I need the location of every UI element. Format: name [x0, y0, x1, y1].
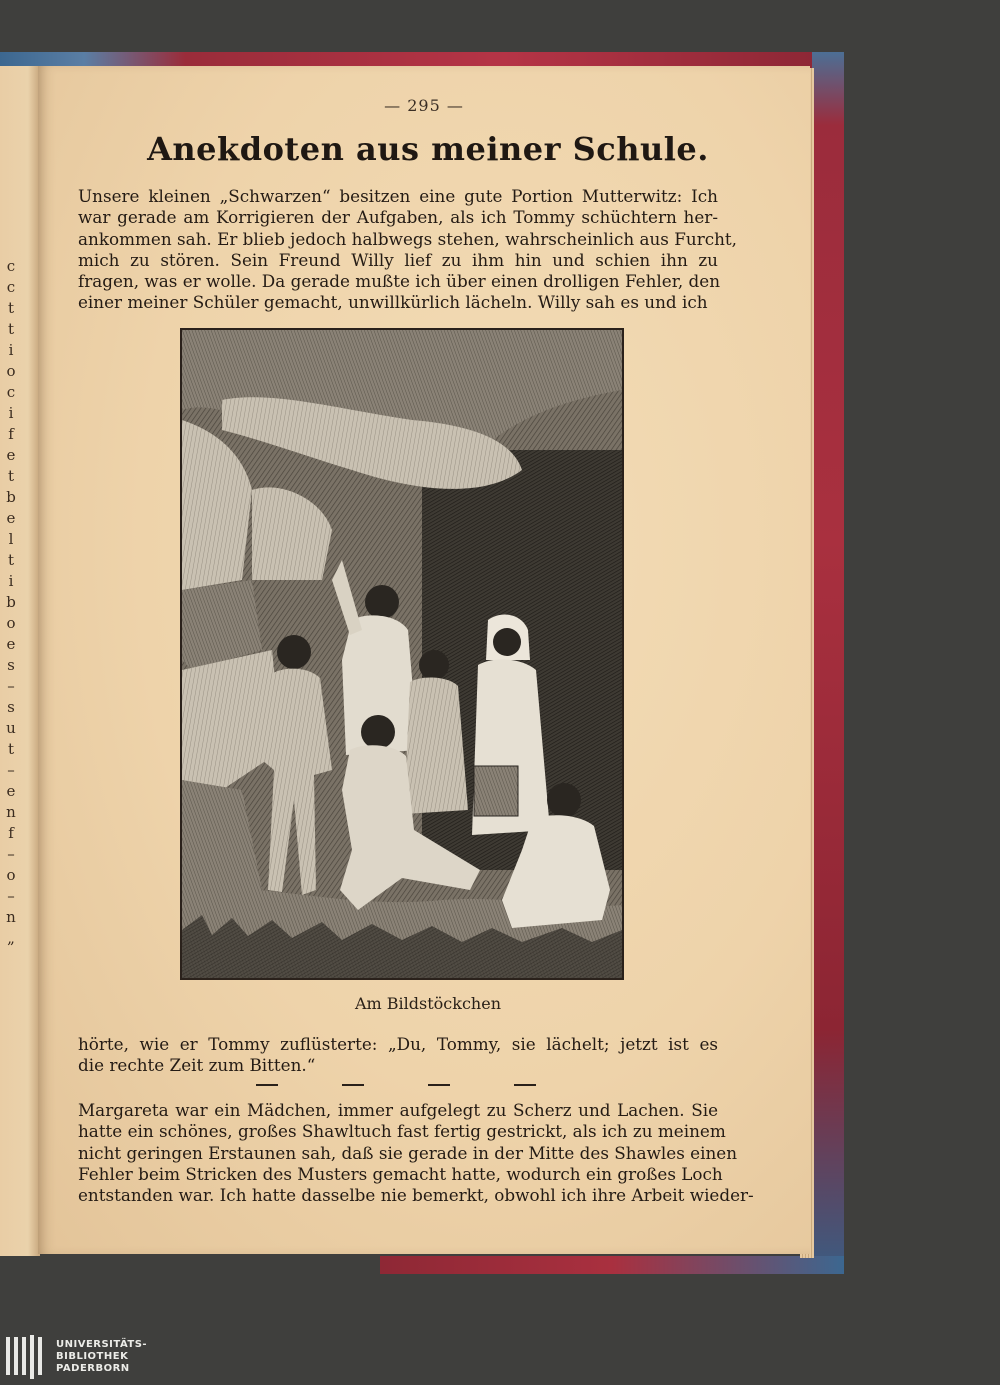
- left-page-char: s: [7, 656, 15, 674]
- text-line: entstanden war. Ich hatte dasselbe nie bemerkt, obwohl ich ihre Arbeit wieder-: [78, 1185, 754, 1206]
- left-page-char: e: [6, 509, 16, 527]
- left-page-char: b: [6, 593, 16, 611]
- left-page-char: e: [6, 635, 16, 653]
- text-line: war gerade am Korrigieren der Aufgaben, als ich Tommy schüchtern her-: [78, 207, 718, 228]
- left-page-char: s: [7, 698, 15, 716]
- left-page-char: i: [8, 341, 14, 359]
- paragraph-1: [78, 186, 738, 314]
- left-page-char: –: [7, 761, 15, 779]
- left-page-char: e: [6, 782, 16, 800]
- illustration-am-bildstoeckchen: [180, 328, 624, 980]
- library-logo-icon: [6, 1335, 46, 1379]
- left-page-char: n: [6, 803, 16, 821]
- book-cover-bottom-edge: [380, 1256, 844, 1274]
- book-cover-right-edge: [812, 52, 844, 1274]
- left-page-char: t: [7, 299, 15, 317]
- left-page-char: l: [8, 530, 14, 548]
- text-line: nicht geringen Erstaunen sah, daß sie gerade in der Mitte des Shawles einen: [78, 1142, 738, 1163]
- text-line: die rechte Zeit zum Bitten.“: [78, 1055, 316, 1076]
- text-line: fragen, was er wolle. Da gerade mußte ich über einen drolligen Fehler, den: [78, 271, 721, 292]
- text-line: Margareta war ein Mädchen, immer aufgelegt zu Scherz und Lachen. Sie: [78, 1100, 718, 1120]
- left-page-char: „: [7, 929, 15, 947]
- text-line: mich zu stören. Sein Freund Willy lief zu ihm hin und schien ihn zu: [78, 249, 718, 270]
- left-page-char: –: [7, 887, 15, 905]
- paragraph-3: [78, 1100, 754, 1206]
- left-page-char: i: [8, 404, 14, 422]
- text-line: Fehler beim Stricken des Musters gemacht hatte, wodurch ein großes Loch: [78, 1163, 723, 1184]
- engraving-image: [182, 330, 622, 978]
- text-line: ankommen sah. Er blieb jedoch halbwegs stehen, wahrscheinlich aus Furcht,: [78, 228, 738, 249]
- logo-line-1: UNIVERSITÄTS-: [56, 1339, 148, 1350]
- text-line: hörte, wie er Tommy zuflüsterte: „Du, Tommy, sie lächelt; jetzt ist es: [78, 1034, 718, 1054]
- left-page-char: e: [6, 446, 16, 464]
- page-title: Anekdoten aus meiner Schule.: [147, 130, 709, 168]
- left-page-char: –: [7, 677, 15, 695]
- illustration-caption: Am Bildstöckchen: [354, 994, 501, 1013]
- logo-line-3: PADERBORN: [56, 1363, 130, 1374]
- library-logo: [6, 1333, 147, 1381]
- left-page-char: –: [7, 845, 15, 863]
- left-page-fragments: [2, 256, 20, 949]
- left-page-char: t: [7, 551, 15, 569]
- text-line: einer meiner Schüler gemacht, unwillkürlich lächeln. Willy sah es und ich: [78, 292, 708, 313]
- left-page-char: c: [6, 383, 16, 401]
- book-page: [38, 66, 810, 1254]
- left-page-char: f: [8, 425, 14, 443]
- page-number: — 295 —: [384, 96, 464, 115]
- left-page-char: c: [6, 278, 16, 296]
- left-page-char: b: [6, 488, 16, 506]
- left-page-char: u: [6, 719, 16, 737]
- section-divider: [256, 1080, 536, 1090]
- left-page-char: o: [6, 866, 16, 884]
- paragraph-2: [78, 1034, 718, 1077]
- text-line: Unsere kleinen „Schwarzen“ besitzen eine gute Portion Mutterwitz: Ich: [78, 186, 718, 206]
- left-page-char: i: [8, 572, 14, 590]
- left-page-char: n: [6, 908, 16, 926]
- left-page-char: f: [8, 824, 14, 842]
- left-page-char: o: [6, 362, 16, 380]
- left-page-char: t: [7, 740, 15, 758]
- left-page-char: t: [7, 467, 15, 485]
- library-logo-text: [56, 1339, 147, 1375]
- left-page-char: t: [7, 320, 15, 338]
- text-line: hatte ein schönes, großes Shawltuch fast fertig gestrickt, als ich zu meinem: [78, 1121, 726, 1142]
- left-page-char: o: [6, 614, 16, 632]
- left-page-char: c: [6, 257, 16, 275]
- logo-line-2: BIBLIOTHEK: [56, 1351, 129, 1362]
- left-page-sliver: [0, 66, 40, 1256]
